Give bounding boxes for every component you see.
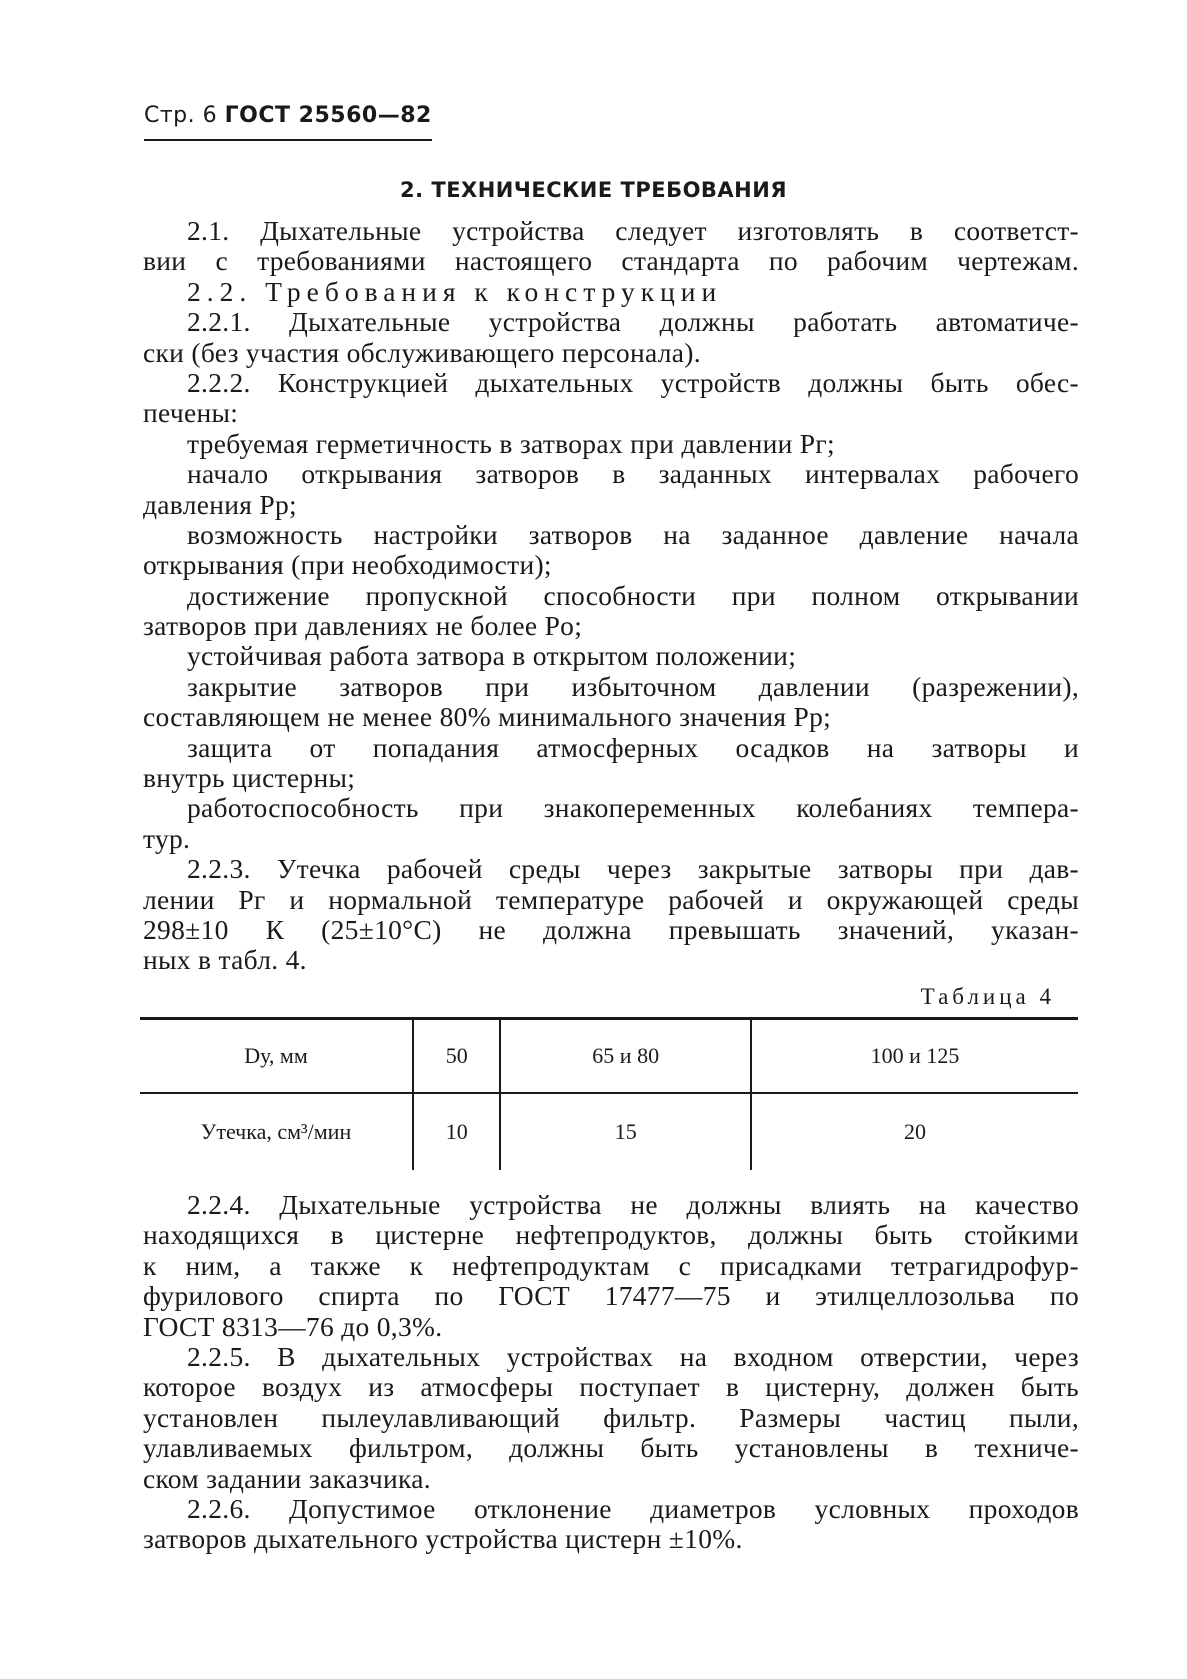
text-line: лении Pг и нормальной температуре рабочей и окружающей среды [143,884,1079,915]
text-line: улавливаемых фильтром, должны быть установлены в техниче- [143,1433,1079,1464]
header-rule [144,139,432,141]
text-line: возможность настройки затворов на заданное давление начала [187,519,1079,550]
requirements-text [143,216,1079,976]
text-line: открывания (при необходимости); [143,549,552,581]
table-header-cell: 65 и 80 [500,1019,751,1094]
text-line: ски (без участия обслуживающего персонала). [143,336,701,368]
text-line: работоспособность при знакопеременных колебаниях темпера- [187,793,1079,824]
table-header-cell: 50 [413,1019,500,1094]
table-cell: 10 [413,1093,500,1170]
text-line: тур. [143,822,191,854]
standard-number: ГОСТ 25560—82 [224,103,432,128]
text-line: внутрь цистерны; [143,762,356,794]
text-line: 2.2.1. Дыхательные устройства должны работать автоматиче- [187,307,1079,338]
text-line: затворов дыхательного устройства цистерн ±10%. [143,1523,743,1555]
page-number: Стр. 6 [144,103,218,128]
text-line: 2.2.4. Дыхательные устройства не должны влиять на качество [187,1190,1079,1220]
table-caption: Таблица 4 [920,984,1055,1009]
text-line: вии с требованиями настоящего стандарта по рабочим чертежам. [143,246,1079,277]
table-row [140,1093,1078,1170]
text-line: ГОСТ 8313—76 до 0,3%. [143,1310,443,1342]
table-header-cell: Dу, мм [140,1019,413,1094]
text-line: ском задании заказчика. [143,1462,431,1494]
text-line: требуемая герметичность в затворах при давлении Pг; [187,427,835,459]
text-line: 2.2.5. В дыхательных устройствах на входном отверстии, через [187,1341,1079,1372]
table-4 [140,1017,1078,1170]
subsection-heading: 2.2. Требования к конструкции [187,275,723,307]
text-line: защита от попадания атмосферных осадков на затворы и [187,732,1079,763]
text-line: установлен пылеулавливающий фильтр. Размеры частиц пыли, [143,1402,1079,1433]
text-line: находящихся в цистерне нефтепродуктов, должны быть стойкими [143,1220,1079,1251]
text-line: затворов при давлениях не более Pо; [143,610,583,642]
text-line: составляющем не менее 80% минимального значения Pр; [143,701,832,733]
text-line: давления Pр; [143,488,297,520]
text-line: закрытие затворов при избыточном давлении (разрежении), [187,671,1079,702]
text-line: к ним, а также к нефтепродуктам с присадками тетрагидрофур- [143,1250,1079,1281]
text-line: 2.2.3. Утечка рабочей среды через закрытые затворы при дав- [187,854,1079,885]
section-title: 2. ТЕХНИЧЕСКИЕ ТРЕБОВАНИЯ [399,178,788,202]
text-line: 2.1. Дыхательные устройства следует изготовлять в соответст- [187,216,1079,246]
table-cell: 20 [751,1093,1078,1170]
text-line: 2.2.6. Допустимое отклонение диаметров условных проходов [187,1493,1079,1524]
text-line: которое воздух из атмосферы поступает в цистерну, должен быть [143,1372,1079,1403]
table-cell: Утечка, см³/мин [200,1119,352,1144]
table-header-row [140,1019,1078,1094]
text-line: достижение пропускной способности при полном открывании [187,580,1079,611]
text-line: 2.2.2. Конструкцией дыхательных устройств должны быть обес- [187,367,1079,398]
text-line: ных в табл. 4. [143,944,307,976]
text-line: начало открывания затворов в заданных интервалах рабочего [187,459,1079,490]
table-header-cell: 100 и 125 [751,1019,1078,1094]
text-line: фурилового спирта по ГОСТ 17477—75 и этилцеллозольва по [143,1281,1079,1312]
table-cell: 15 [500,1093,751,1170]
text-line: устойчивая работа затвора в открытом положении; [187,640,797,672]
requirements-text-continued [143,1190,1079,1555]
text-line: 298±10 К (25±10°С) не должна превышать значений, указан- [143,914,1079,945]
page-header [144,103,432,128]
text-line: печены: [143,397,239,429]
